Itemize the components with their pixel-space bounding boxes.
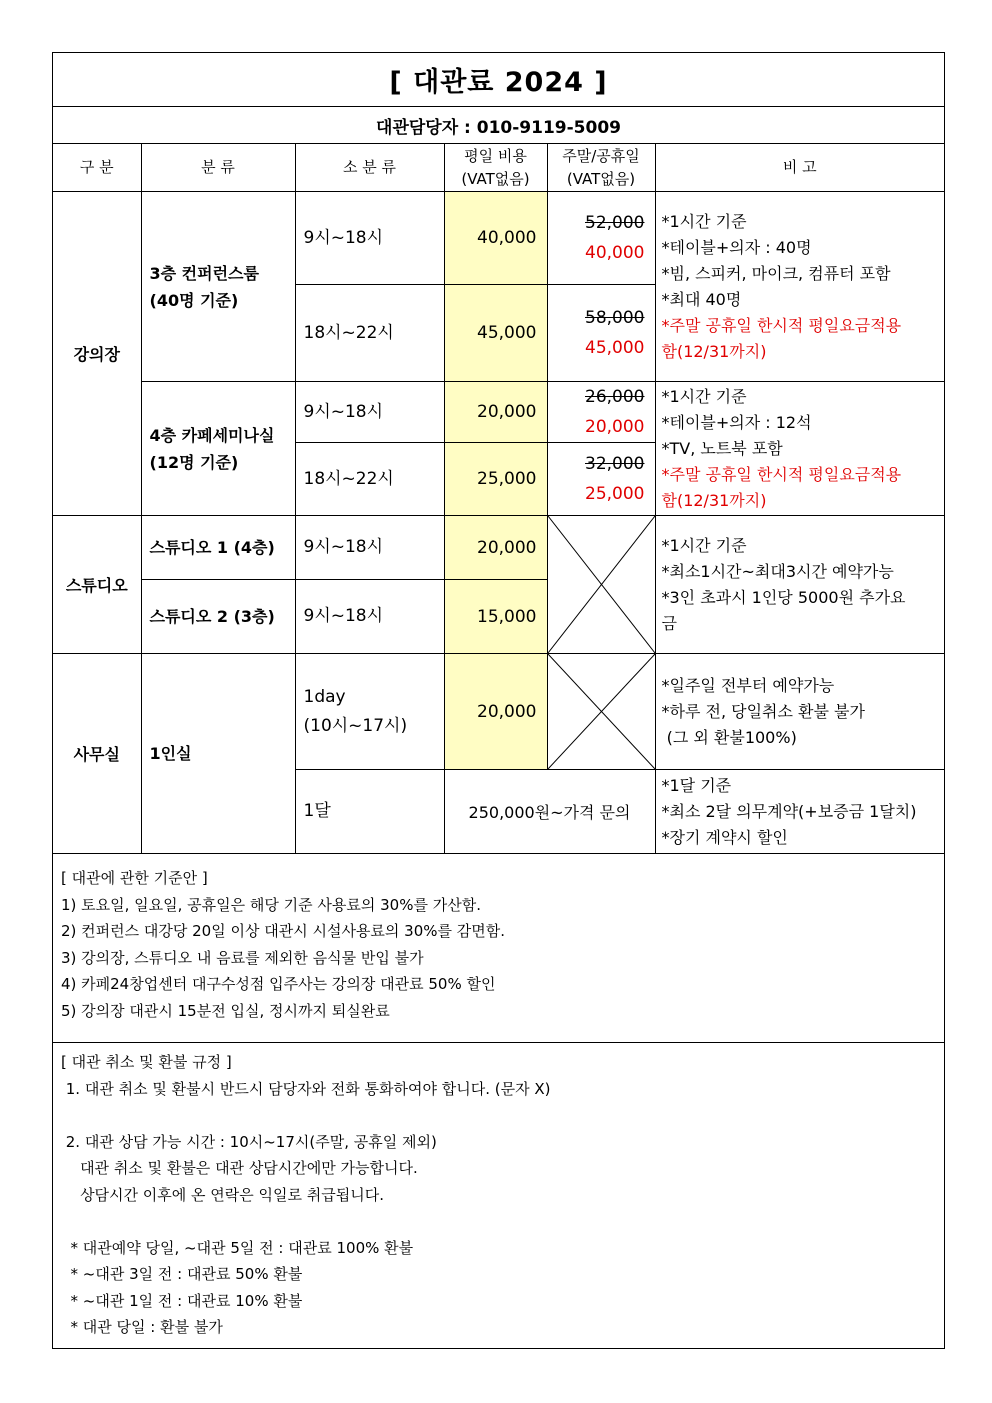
weekend-discount-price: 20,000 <box>585 417 645 437</box>
weekend-old-price: 32,000 <box>585 454 645 474</box>
refund-item: 대관 취소 및 환불은 대관 상담시간에만 가능합니다. <box>61 1159 418 1177</box>
weekday-price: 20,000 <box>444 654 547 770</box>
remark-line: *일주일 전부터 예약가능 <box>661 675 835 695</box>
remarks-cafe-seminar <box>655 382 944 516</box>
remark-line-red: 함(12/31까지) <box>661 490 767 510</box>
remark-line: *1시간 기준 <box>661 535 747 555</box>
type-studio-2: 스튜디오 2 (3층) <box>141 580 295 654</box>
header-remarks: 비 고 <box>655 144 944 192</box>
guideline-item: 3) 강의장, 스튜디오 내 음료를 제외한 음식물 반입 불가 <box>61 948 424 967</box>
remark-line: *빔, 스피커, 마이크, 컴퓨터 포함 <box>661 263 891 283</box>
subtype-1month: 1달 <box>295 770 444 854</box>
weekend-price <box>547 285 655 382</box>
rental-fee-sheet <box>52 52 945 1349</box>
weekday-price: 40,000 <box>444 192 547 285</box>
spacer <box>61 1208 952 1235</box>
weekend-price <box>547 192 655 285</box>
remark-line: *테이블+의자 : 12석 <box>661 412 812 432</box>
header-weekend-label: 주말/공휴일 <box>562 146 640 165</box>
subtype-time: 18시~22시 <box>295 285 444 382</box>
weekday-price: 15,000 <box>444 580 547 654</box>
subtype-1day <box>295 654 444 770</box>
refund-rule: * ~대관 1일 전 : 대관료 10% 환불 <box>61 1291 303 1310</box>
weekday-price: 20,000 <box>444 516 547 580</box>
guidelines-heading: [ 대관에 관한 기준안 ] <box>61 869 208 887</box>
subtype-time: 9시~18시 <box>295 516 444 580</box>
header-weekday-label: 평일 비용 <box>464 146 527 165</box>
table-row <box>53 654 944 770</box>
header-weekday-price <box>444 144 547 192</box>
rental-guidelines <box>53 847 944 1043</box>
weekday-price: 45,000 <box>444 285 547 382</box>
category-office: 사무실 <box>53 654 141 854</box>
remark-line: *1시간 기준 <box>661 386 747 406</box>
type-name: 3층 컨퍼런스룸 <box>149 263 259 283</box>
guideline-item: 1) 토요일, 일요일, 공휴일은 해당 기준 사용료의 30%를 가산함. <box>61 895 481 914</box>
refund-rule: * ~대관 3일 전 : 대관료 50% 환불 <box>61 1265 303 1283</box>
remark-line: *최소1시간~최대3시간 예약가능 <box>661 561 894 581</box>
weekend-discount-price: 45,000 <box>585 338 645 358</box>
type-capacity: (40명 기준) <box>149 290 239 310</box>
remark-line: *TV, 노트북 포함 <box>661 438 783 458</box>
guideline-item: 5) 강의장 대관시 15분전 입실, 정시까지 퇴실완료 <box>61 1001 390 1020</box>
header-subtype: 소 분 류 <box>295 144 444 192</box>
weekend-discount-price: 25,000 <box>585 484 645 504</box>
subtype-1day-label: 1day <box>303 686 346 707</box>
remarks-office-day <box>655 654 944 770</box>
type-capacity: (12명 기준) <box>149 452 239 472</box>
weekend-old-price: 52,000 <box>585 213 645 233</box>
cross-out-icon <box>548 654 655 769</box>
remarks-office-month <box>655 770 944 854</box>
remark-line: *1시간 기준 <box>661 211 747 231</box>
spacer <box>61 1102 952 1129</box>
remarks-conference-room <box>655 192 944 382</box>
guideline-item: 4) 카페24창업센터 대구수성점 입주사는 강의장 대관료 50% 할인 <box>61 975 496 993</box>
table-row <box>53 192 944 285</box>
header-weekday-vat: (VAT없음) <box>461 169 530 188</box>
table-row <box>53 516 944 580</box>
remark-line-red: *주말 공휴일 한시적 평일요금적용 <box>661 464 902 484</box>
weekend-not-available <box>547 516 655 654</box>
type-name: 4층 카페세미나실 <box>149 425 275 445</box>
remark-line: *3인 초과시 1인당 5000원 추가요 <box>661 587 906 607</box>
refund-rule: * 대관예약 당일, ~대관 5일 전 : 대관료 100% 환불 <box>61 1238 414 1257</box>
subtype-1day-hours: (10시~17시) <box>303 715 408 736</box>
table-row <box>53 382 944 443</box>
remarks-studio <box>655 516 944 654</box>
category-studio: 스튜디오 <box>53 516 141 654</box>
weekend-price <box>547 443 655 516</box>
remark-line-red: *주말 공휴일 한시적 평일요금적용 <box>661 315 902 335</box>
contact-line: 대관담당자 : 010-9119-5009 <box>53 107 944 144</box>
subtype-time: 9시~18시 <box>295 382 444 443</box>
weekend-old-price: 26,000 <box>585 387 645 407</box>
weekday-price: 20,000 <box>444 382 547 443</box>
header-weekend-vat: (VAT없음) <box>566 169 636 188</box>
refund-item: 1. 대관 취소 및 환불시 반드시 담당자와 전화 통화하여야 합니다. (문자 X) <box>61 1079 551 1098</box>
weekend-old-price: 58,000 <box>585 308 645 328</box>
refund-item: 2. 대관 상담 가능 시간 : 10시~17시(주말, 공휴일 제외) <box>61 1132 437 1151</box>
refund-policy <box>53 1043 952 1341</box>
table-header-row <box>53 144 944 192</box>
weekend-discount-price: 40,000 <box>585 243 645 263</box>
header-category: 구 분 <box>53 144 141 192</box>
weekday-price: 25,000 <box>444 443 547 516</box>
weekend-not-available <box>547 654 655 770</box>
type-cafe-seminar <box>141 382 295 516</box>
remark-line: (그 외 환불100%) <box>661 727 797 747</box>
page-title: [ 대관료 2024 ] <box>53 53 944 107</box>
refund-item: 상담시간 이후에 온 연락은 익일로 취급됩니다. <box>61 1185 384 1204</box>
remark-line: *하루 전, 당일취소 환불 불가 <box>661 701 865 721</box>
remark-line: *장기 계약시 할인 <box>661 827 788 847</box>
type-conference-room <box>141 192 295 382</box>
refund-rule: * 대관 당일 : 환불 불가 <box>61 1318 223 1336</box>
remark-line: 금 <box>661 613 677 633</box>
subtype-time: 18시~22시 <box>295 443 444 516</box>
rental-fee-table <box>53 53 944 854</box>
cross-out-icon <box>548 516 655 653</box>
remark-line-red: 함(12/31까지) <box>661 341 767 361</box>
category-lecture: 강의장 <box>53 192 141 516</box>
weekend-price <box>547 382 655 443</box>
monthly-price: 250,000원~가격 문의 <box>444 770 655 854</box>
subtype-time: 9시~18시 <box>295 192 444 285</box>
remark-line: *최소 2달 의무계약(+보증금 1달치) <box>661 801 917 821</box>
header-weekend-price <box>547 144 655 192</box>
type-single-office: 1인실 <box>141 654 295 854</box>
header-type: 분 류 <box>141 144 295 192</box>
remark-line: *1달 기준 <box>661 775 732 795</box>
subtype-time: 9시~18시 <box>295 580 444 654</box>
refund-heading: [ 대관 취소 및 환불 규정 ] <box>61 1053 232 1071</box>
remark-line: *테이블+의자 : 40명 <box>661 237 812 257</box>
guideline-item: 2) 컨퍼런스 대강당 20일 이상 대관시 시설사용료의 30%를 감면함. <box>61 922 506 940</box>
type-studio-1: 스튜디오 1 (4층) <box>141 516 295 580</box>
remark-line: *최대 40명 <box>661 289 742 309</box>
